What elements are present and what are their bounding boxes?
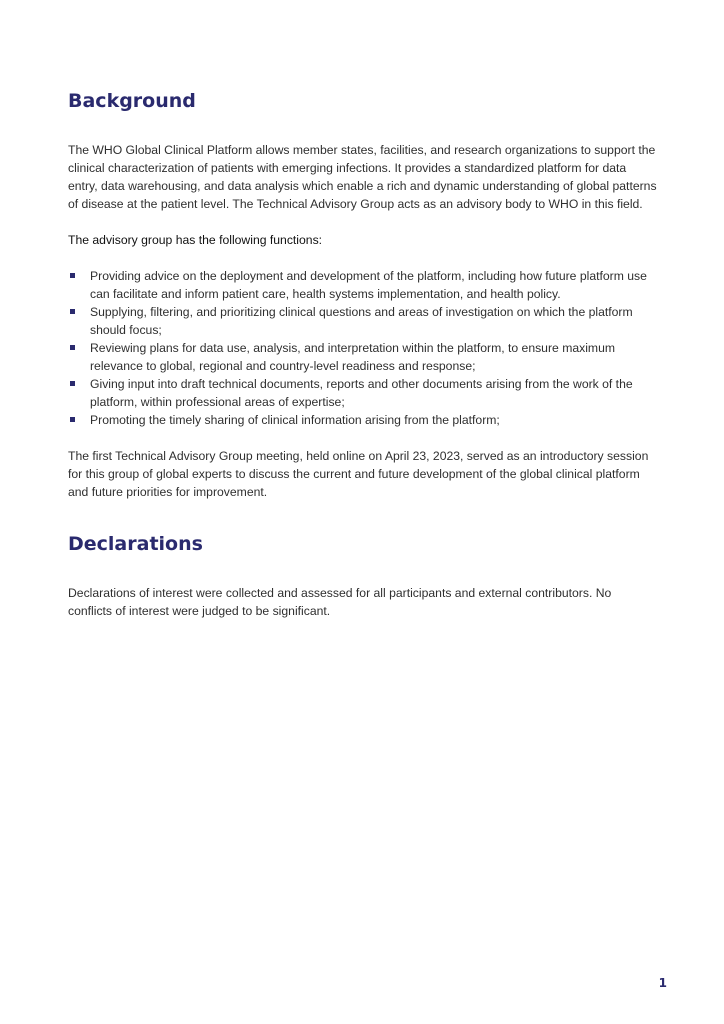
list-item-text: Reviewing plans for data use, analysis, and interpretation within the platform, to ensure maximum relevance to global, regional and country-level readiness and response; [90, 341, 616, 373]
list-item [68, 411, 658, 429]
list-item-text: Providing advice on the deployment and development of the platform, including how future platform use can facilitate and inform patient care, health systems implementation, and health policy. [90, 269, 647, 301]
square-bullet-icon [70, 345, 75, 350]
declarations-heading: Declarations [68, 533, 203, 555]
square-bullet-icon [70, 273, 75, 278]
square-bullet-icon [70, 381, 75, 386]
page-number: 1 [658, 976, 667, 990]
list-item [68, 267, 658, 303]
background-intro-paragraph: The WHO Global Clinical Platform allows member states, facilities, and research organizations to support the clinical characterization of patients with emerging infections. It provides a standardized platform for data entry, data warehousing, and data analysis which enable a rich and dynamic understanding of global patterns of disease at the patient level. The Technical Advisory Group acts as an advisory body to WHO in this field. [68, 143, 657, 211]
background-heading: Background [68, 90, 196, 112]
list-item-text: Promoting the timely sharing of clinical information arising from the platform; [90, 413, 500, 427]
functions-list [68, 267, 658, 429]
list-item-text: Supplying, filtering, and prioritizing clinical questions and areas of investigation on which the platform should focus; [90, 305, 633, 337]
declarations-paragraph: Declarations of interest were collected and assessed for all participants and external contributors. No conflicts of interest were judged to be significant. [68, 586, 612, 618]
list-item [68, 303, 658, 339]
list-item-text: Giving input into draft technical documents, reports and other documents arising from the work of the platform, within professional areas of expertise; [90, 377, 633, 409]
meeting-paragraph: The first Technical Advisory Group meeting, held online on April 23, 2023, served as an introductory session for this group of global experts to discuss the current and future development of the global clinical platform and future priorities for improvement. [68, 449, 649, 499]
list-item [68, 375, 658, 411]
list-item [68, 339, 658, 375]
square-bullet-icon [70, 309, 75, 314]
square-bullet-icon [70, 417, 75, 422]
page-content [68, 88, 658, 620]
functions-lead-text: The advisory group has the following functions: [68, 233, 323, 247]
